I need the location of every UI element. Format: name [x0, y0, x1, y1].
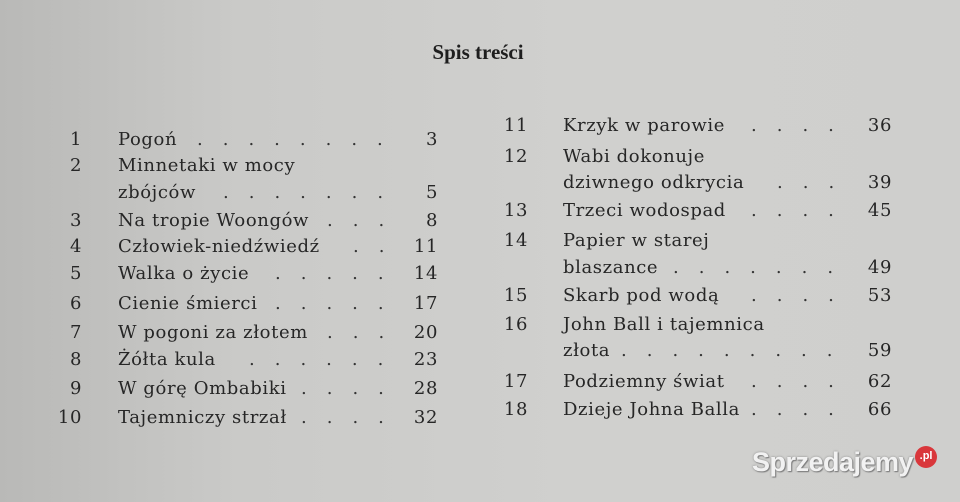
toc-line [490, 312, 960, 338]
dot-leader: ......... [621, 340, 853, 361]
dot-leader: ....... [673, 257, 854, 278]
toc-line [490, 228, 960, 254]
toc-line [0, 127, 470, 153]
chapter-title: Cienie śmierci [118, 293, 258, 314]
page-title: Spis treści [432, 40, 524, 64]
chapter-title: Tajemniczy strzał [118, 407, 287, 428]
toc-line [490, 113, 960, 139]
chapter-number: 8 [69, 349, 82, 370]
chapter-title: Człowiek-niedźwiedź [118, 236, 320, 257]
toc-line [0, 405, 470, 431]
chapter-title: Żółta kula [118, 349, 216, 370]
toc-line [490, 255, 960, 281]
toc-line [0, 320, 470, 346]
dot-leader: .... [751, 200, 854, 221]
chapter-title: Skarb pod wodą [563, 285, 720, 306]
chapter-number: 15 [503, 285, 528, 306]
dot-leader: .... [751, 399, 854, 420]
dot-leader: .... [301, 378, 404, 399]
chapter-number: 16 [503, 314, 528, 335]
watermark [752, 446, 937, 478]
dot-leader: ...... [249, 349, 404, 370]
page-number: 49 [867, 257, 892, 278]
page-number: 14 [413, 263, 438, 284]
chapter-number: 4 [69, 236, 82, 257]
dot-leader: .... [301, 407, 404, 428]
chapter-number: 12 [503, 146, 528, 167]
dot-leader: ..... [275, 293, 404, 314]
chapter-number: 11 [503, 115, 528, 136]
page-number: 17 [413, 293, 438, 314]
chapter-title: Papier w starej [563, 230, 710, 251]
page-number: 53 [867, 285, 892, 306]
page-number: 45 [867, 200, 892, 221]
chapter-number: 1 [69, 129, 82, 150]
dot-leader: .... [751, 115, 854, 136]
page-number: 20 [413, 322, 438, 343]
page-number: 66 [867, 399, 892, 420]
dot-leader: ..... [275, 263, 404, 284]
chapter-number: 7 [69, 322, 82, 343]
chapter-number: 5 [69, 263, 82, 284]
chapter-number: 14 [503, 230, 528, 251]
chapter-number: 9 [69, 378, 82, 399]
chapter-number: 10 [57, 407, 82, 428]
page-number: 5 [425, 182, 438, 203]
watermark-badge: .pl [915, 446, 937, 468]
page-number: 3 [425, 129, 438, 150]
toc-line [0, 180, 470, 206]
page-number: 36 [867, 115, 892, 136]
toc-line [0, 153, 470, 179]
toc-line [490, 283, 960, 309]
toc-line [0, 234, 470, 260]
chapter-title: Minnetaki w mocy [118, 155, 296, 176]
page-number: 28 [413, 378, 438, 399]
chapter-title: Na tropie Woongów [118, 210, 310, 231]
chapter-title: zbójców [118, 182, 196, 203]
dot-leader: .... [751, 371, 854, 392]
toc-line [0, 261, 470, 287]
chapter-title: blaszance [563, 257, 659, 278]
chapter-title: Dzieje Johna Balla [563, 399, 740, 420]
chapter-number: 17 [503, 371, 528, 392]
dot-leader: ... [327, 322, 405, 343]
watermark-logo: Sprzedajemy [752, 447, 914, 477]
dot-leader: .... [751, 285, 854, 306]
dot-leader: ........ [197, 129, 403, 150]
toc-line [0, 347, 470, 373]
toc-line [490, 397, 960, 423]
dot-leader: ... [327, 210, 405, 231]
dot-leader: ....... [223, 182, 404, 203]
page-number: 32 [413, 407, 438, 428]
chapter-number: 6 [69, 293, 82, 314]
chapter-title: Pogoń [118, 129, 178, 150]
chapter-title: Wabi dokonuje [563, 146, 705, 167]
page-number: 62 [867, 371, 892, 392]
toc-line [490, 198, 960, 224]
chapter-number: 2 [69, 155, 82, 176]
chapter-title: Podziemny świat [563, 371, 725, 392]
dot-leader: .. [353, 236, 405, 257]
chapter-title: W pogoni za złotem [118, 322, 308, 343]
toc-line [490, 144, 960, 170]
chapter-number: 18 [503, 399, 528, 420]
chapter-number: 3 [69, 210, 82, 231]
page-number: 8 [425, 210, 438, 231]
toc-line [490, 369, 960, 395]
toc-line [490, 338, 960, 364]
toc-line [0, 376, 470, 402]
chapter-title: John Ball i tajemnica [563, 314, 765, 335]
chapter-title: dziwnego odkrycia [563, 172, 745, 193]
page-number: 23 [413, 349, 438, 370]
toc-line [0, 208, 470, 234]
chapter-title: Walka o życie [118, 263, 250, 284]
chapter-title: złota [563, 340, 611, 361]
dot-leader: ... [777, 172, 855, 193]
chapter-number: 13 [503, 200, 528, 221]
page-number: 59 [867, 340, 892, 361]
toc-line [0, 291, 470, 317]
toc-line [490, 170, 960, 196]
page-number: 11 [413, 236, 438, 257]
chapter-title: Krzyk w parowie [563, 115, 725, 136]
chapter-title: Trzeci wodospad [563, 200, 726, 221]
chapter-title: W górę Ombabiki [118, 378, 287, 399]
page-number: 39 [867, 172, 892, 193]
